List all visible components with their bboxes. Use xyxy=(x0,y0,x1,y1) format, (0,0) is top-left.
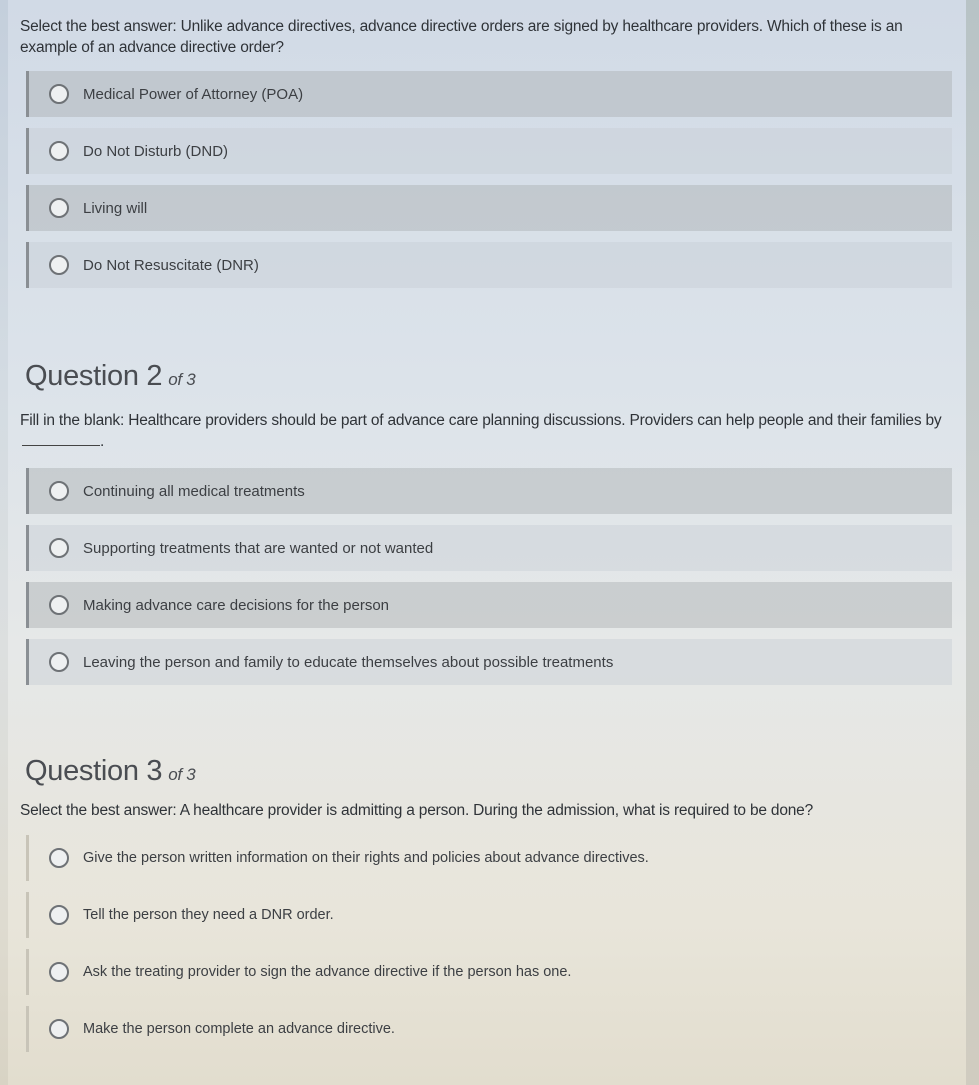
fill-in-blank xyxy=(22,445,100,446)
question-3-option-1[interactable] xyxy=(26,835,952,881)
question-2-count: of 3 xyxy=(168,370,196,389)
option-label: Leaving the person and family to educate themselves about possible treatments xyxy=(83,653,614,671)
radio-button-icon[interactable] xyxy=(49,652,69,672)
question-3-title: Question 3 xyxy=(25,755,163,787)
question-2-option-3[interactable] xyxy=(26,582,952,628)
question-3-options xyxy=(26,835,952,1052)
question-3-count: of 3 xyxy=(168,765,196,784)
question-3-option-3[interactable] xyxy=(26,949,952,995)
radio-button-icon[interactable] xyxy=(49,198,69,218)
question-2-prompt xyxy=(8,410,966,452)
radio-button-icon[interactable] xyxy=(49,848,69,868)
radio-button-icon[interactable] xyxy=(49,595,69,615)
question-3-option-2[interactable] xyxy=(26,892,952,938)
radio-button-icon[interactable] xyxy=(49,481,69,501)
question-1-options xyxy=(26,71,952,288)
question-2-options xyxy=(26,468,952,685)
question-2-option-1[interactable] xyxy=(26,468,952,514)
question-2-heading xyxy=(8,360,195,393)
option-label: Supporting treatments that are wanted or not wanted xyxy=(83,539,434,557)
question-2-option-2[interactable] xyxy=(26,525,952,571)
question-2-prompt-text: Fill in the blank: Healthcare providers should be part of advance care planning discussions. Providers can help people and their families by xyxy=(20,412,942,429)
option-label: Continuing all medical treatments xyxy=(83,482,305,500)
question-3-heading xyxy=(8,755,195,788)
question-2 xyxy=(8,410,966,696)
radio-button-icon[interactable] xyxy=(49,962,69,982)
question-3-option-4[interactable] xyxy=(26,1006,952,1052)
radio-button-icon[interactable] xyxy=(49,141,69,161)
question-3 xyxy=(8,800,966,1063)
question-2-option-4[interactable] xyxy=(26,639,952,685)
question-2-title: Question 2 xyxy=(25,360,163,392)
radio-button-icon[interactable] xyxy=(49,538,69,558)
question-1-prompt: Select the best answer: Unlike advance directives, advance directive orders are signed by healthcare providers. Which of these is an example of an advance directive order? xyxy=(20,18,903,56)
quiz-page xyxy=(8,0,966,1085)
question-1-option-4[interactable] xyxy=(26,242,952,288)
radio-button-icon[interactable] xyxy=(49,84,69,104)
option-label: Do Not Resuscitate (DNR) xyxy=(83,256,259,274)
screen-edge xyxy=(966,0,979,1085)
question-3-prompt: Select the best answer: A healthcare provider is admitting a person. During the admission, what is required to be done? xyxy=(20,802,814,819)
option-label: Tell the person they need a DNR order. xyxy=(83,907,334,923)
question-1-option-2[interactable] xyxy=(26,128,952,174)
radio-button-icon[interactable] xyxy=(49,905,69,925)
option-label: Medical Power of Attorney (POA) xyxy=(83,85,304,103)
question-1-option-3[interactable] xyxy=(26,185,952,231)
question-1-option-1[interactable] xyxy=(26,71,952,117)
option-label: Making advance care decisions for the person xyxy=(83,596,390,614)
option-label: Ask the treating provider to sign the advance directive if the person has one. xyxy=(83,964,572,980)
option-label: Living will xyxy=(83,199,148,217)
radio-button-icon[interactable] xyxy=(49,255,69,275)
prompt-end: . xyxy=(100,433,105,450)
radio-button-icon[interactable] xyxy=(49,1019,69,1039)
option-label: Give the person written information on their rights and policies about advance directives. xyxy=(83,850,649,866)
question-1 xyxy=(8,16,966,299)
option-label: Do Not Disturb (DND) xyxy=(83,142,229,160)
option-label: Make the person complete an advance directive. xyxy=(83,1021,395,1037)
